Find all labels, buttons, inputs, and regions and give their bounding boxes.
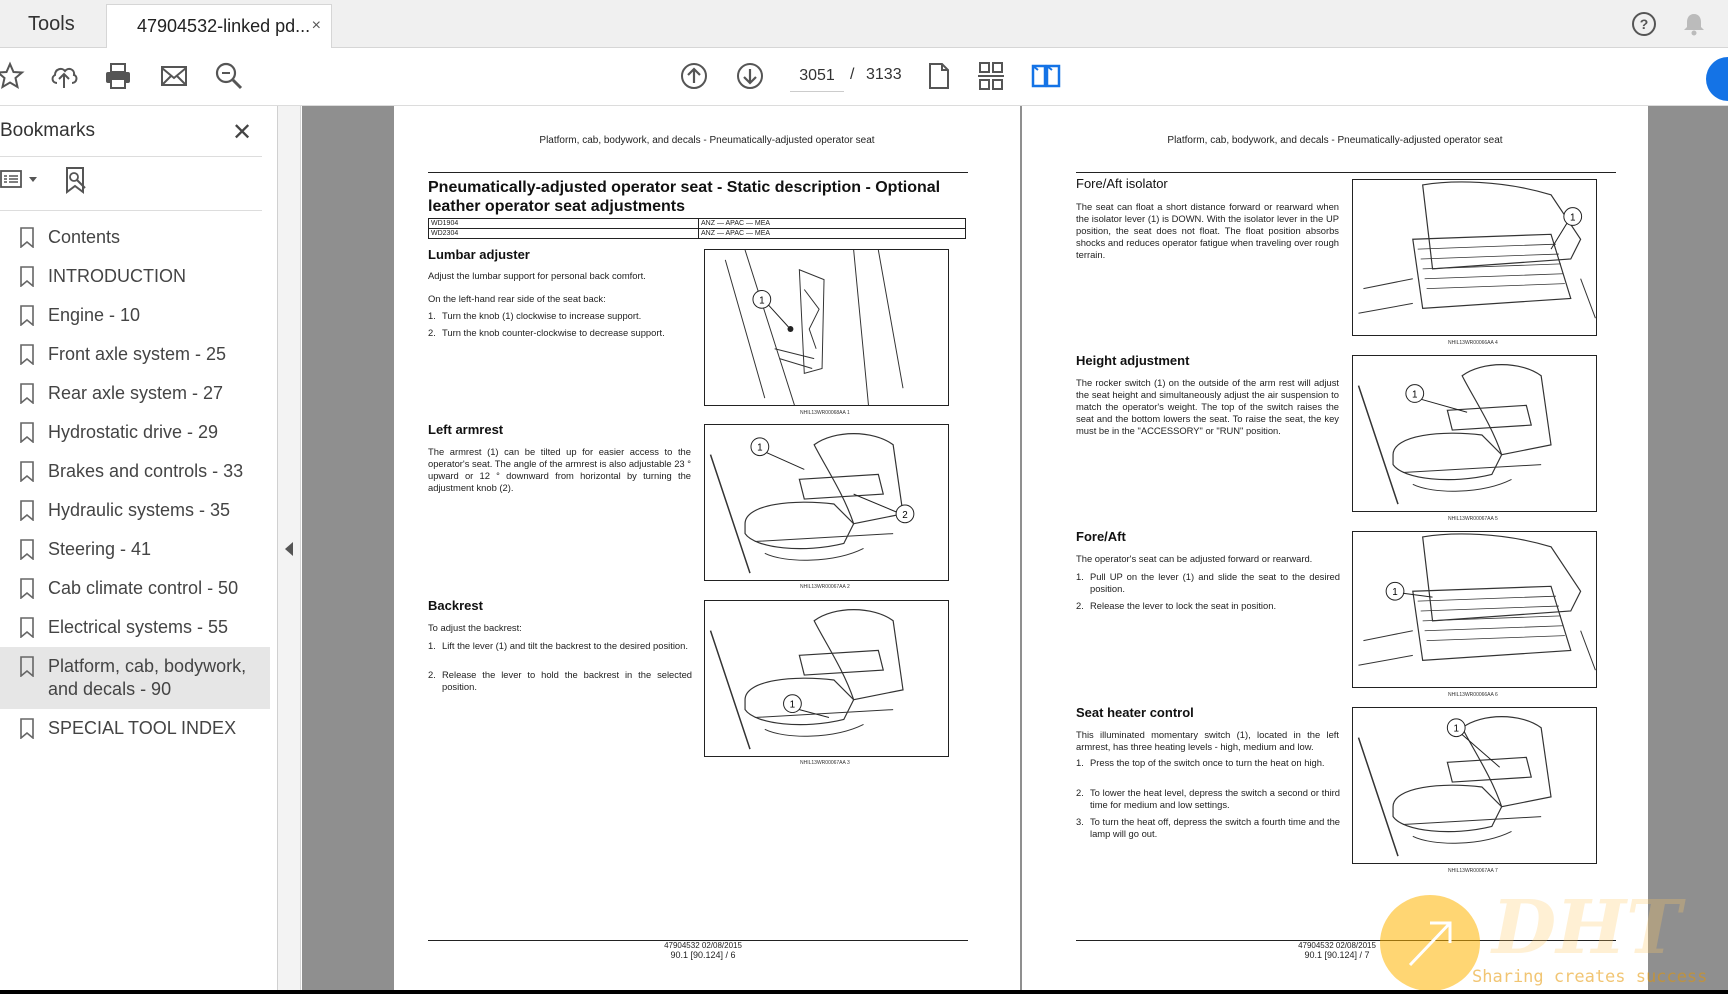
- bookmark-item[interactable]: [0, 374, 270, 413]
- running-header: Platform, cab, bodywork, and decals - Pneumatically-adjusted operator seat: [1167, 135, 1503, 146]
- bookmark-icon: [20, 656, 34, 677]
- step-text: To turn the heat off, depress the switch a fourth time and the lamp will go out.: [1090, 816, 1340, 839]
- watermark-brand: DHT: [1492, 885, 1682, 971]
- bookmark-label: Rear axle system - 27: [48, 383, 224, 403]
- backrest-step: 2. Release the lever to hold the backrest in the selected position.: [428, 669, 692, 692]
- bookmark-item-selected[interactable]: [0, 647, 270, 709]
- lumbar-where: On the left-hand rear side of the seat back:: [428, 293, 606, 304]
- bookmark-label: INTRODUCTION: [48, 266, 186, 286]
- figure-caption: NHIL13WR00067AA 5: [1448, 516, 1498, 522]
- backrest-illustration: [705, 601, 948, 756]
- header-rule: [428, 172, 968, 173]
- collapse-arrow-icon: [285, 542, 293, 556]
- bookmark-item[interactable]: [0, 452, 270, 491]
- tab-document[interactable]: [106, 4, 332, 49]
- foreaft-illustration: [1353, 532, 1596, 687]
- lumbar-intro: Adjust the lumbar support for personal back comfort.: [428, 270, 646, 281]
- backrest-step: 1. Lift the lever (1) and tilt the backrest to the desired position.: [428, 640, 688, 651]
- footer-doc-id: 47904532 02/08/2015: [664, 941, 742, 950]
- svg-text:?: ?: [1639, 16, 1649, 32]
- bookmark-item[interactable]: [0, 530, 270, 569]
- page-total: 3133: [866, 66, 902, 83]
- heater-intro: This illuminated momentary switch (1), located in the left armrest, has three heating levels - high, medium and low.: [1076, 729, 1339, 752]
- add-bookmark-icon[interactable]: [63, 166, 91, 196]
- height-title: Height adjustment: [1076, 353, 1190, 368]
- bookmark-label: Contents: [48, 227, 121, 247]
- main-toolbar: [0, 48, 1728, 106]
- foreaft-intro: The operator's seat can be adjusted forward or rearward.: [1076, 553, 1313, 564]
- svg-text:1: 1: [759, 295, 765, 307]
- bookmark-item[interactable]: [0, 709, 270, 748]
- bookmark-icon: [20, 422, 34, 443]
- figure-caption: NHIL13WR00068AA 1: [800, 410, 850, 416]
- footer-page-ref: 90.1 [90.124] / 7: [1304, 950, 1370, 960]
- step-text: To lower the heat level, depress the switch a second or third time for medium and low settings.: [1090, 787, 1340, 810]
- step-text: Pull UP on the lever (1) and slide the seat to the desired position.: [1090, 571, 1340, 594]
- backrest-figure: [704, 600, 949, 757]
- isolator-title: Fore/Aft isolator: [1076, 176, 1168, 191]
- bookmark-item[interactable]: [0, 569, 270, 608]
- bookmark-item[interactable]: [0, 257, 270, 296]
- table-cell: WD1904: [429, 219, 699, 229]
- lumbar-figure: [704, 249, 949, 406]
- bookmark-label: Engine - 10: [48, 305, 141, 325]
- heater-title: Seat heater control: [1076, 705, 1194, 720]
- lumbar-step: 2. Turn the knob counter-clockwise to decrease support.: [428, 327, 665, 338]
- bookmark-label: Cab climate control - 50: [48, 578, 239, 598]
- bookmarks-title: Bookmarks: [0, 120, 96, 141]
- pdf-page-right: [1022, 106, 1648, 994]
- bookmark-label: Front axle system - 25: [48, 344, 227, 364]
- bookmark-options-icon[interactable]: [0, 166, 40, 192]
- bookmark-icon: [20, 500, 34, 521]
- isolator-figure: [1352, 179, 1597, 336]
- armrest-figure: [704, 424, 949, 581]
- heater-figure: [1352, 707, 1597, 864]
- svg-text:1: 1: [1392, 587, 1398, 599]
- running-header: Platform, cab, bodywork, and decals - Pneumatically-adjusted operator seat: [539, 135, 875, 146]
- svg-text:1: 1: [1569, 212, 1576, 224]
- figure-caption: NHIL13WR00067AA 7: [1448, 868, 1498, 874]
- model-code-table: [428, 218, 966, 239]
- bookmark-item[interactable]: [0, 608, 270, 647]
- bookmark-icon: [20, 617, 34, 638]
- divider: [0, 156, 262, 157]
- bookmark-label: Steering - 41: [48, 539, 152, 559]
- figure-caption: NHIL13WR00066AA 4: [1448, 340, 1498, 346]
- bookmark-item[interactable]: [0, 491, 270, 530]
- bookmark-list: [0, 218, 270, 748]
- footer-page-ref: 90.1 [90.124] / 6: [670, 950, 736, 960]
- figure-caption: NHIL13WR00066AA 6: [1448, 692, 1498, 698]
- lumbar-title: Lumbar adjuster: [428, 247, 530, 262]
- star-bookmark-icon[interactable]: [0, 60, 26, 92]
- lumbar-step: 1. Turn the knob (1) clockwise to increase support.: [428, 310, 642, 321]
- help-icon[interactable]: [1631, 11, 1657, 37]
- bookmark-label: Brakes and controls - 33: [48, 461, 244, 481]
- tab-tools[interactable]: Tools: [28, 13, 75, 35]
- next-page-icon[interactable]: [734, 60, 766, 92]
- email-icon[interactable]: [158, 60, 190, 92]
- height-illustration: [1353, 356, 1596, 511]
- cloud-upload-icon[interactable]: [48, 60, 80, 92]
- bookmark-item[interactable]: [0, 296, 270, 335]
- heater-step: 3. To turn the heat off, depress the switch a fourth time and the lamp will go out.: [1076, 816, 1340, 839]
- page-number-input[interactable]: [790, 60, 844, 92]
- bookmark-label: Platform, cab, bodywork, and decals - 90: [48, 656, 247, 699]
- bookmark-item[interactable]: [0, 218, 270, 257]
- figure-caption: NHIL13WR00067AA 3: [800, 760, 850, 766]
- figure-caption: NHIL13WR00067AA 2: [800, 584, 850, 590]
- foreaft-figure: [1352, 531, 1597, 688]
- search-zoom-icon[interactable]: [213, 60, 245, 92]
- print-icon[interactable]: [102, 60, 134, 92]
- bookmark-icon: [20, 578, 34, 599]
- step-text: Turn the knob counter-clockwise to decrease support.: [442, 327, 665, 338]
- scroll-pages-icon[interactable]: [975, 60, 1007, 92]
- armrest-title: Left armrest: [428, 422, 504, 437]
- bookmark-icon: [20, 227, 34, 248]
- heater-step: 1. Press the top of the switch once to turn the heat on high.: [1076, 757, 1325, 768]
- watermark-slogan: Sharing creates success: [1472, 967, 1708, 987]
- foreaft-step: 1. Pull UP on the lever (1) and slide the seat to the desired position.: [1076, 571, 1340, 594]
- height-text: The rocker switch (1) on the outside of the arm rest will adjust the seat height and simultaneously adjust the air suspension to match the operator's weight. The top of the switch raises the seat and the bottom lowers the seat. To raise the seat, the key must be in the "ACCESSORY" or "RUN" position.: [1076, 377, 1339, 436]
- backrest-title: Backrest: [428, 598, 483, 613]
- arrow-icon: [1380, 895, 1480, 991]
- table-cell: ANZ — APAC — MEA: [699, 219, 966, 229]
- close-bookmarks-icon[interactable]: ✕: [232, 119, 253, 146]
- svg-text:1: 1: [789, 699, 796, 711]
- bookmark-icon: [20, 266, 34, 287]
- pdf-page-left: [394, 106, 1020, 994]
- bookmark-icon: [20, 461, 34, 482]
- single-page-view-icon[interactable]: [922, 60, 954, 92]
- bookmark-label: Hydrostatic drive - 29: [48, 422, 219, 442]
- bookmark-icon: [20, 383, 34, 404]
- table-row: [429, 229, 966, 239]
- height-figure: [1352, 355, 1597, 512]
- armrest-illustration: [705, 425, 948, 580]
- bookmark-icon: [20, 305, 34, 326]
- watermark-logo: [1380, 895, 1480, 991]
- bookmark-icon: [20, 344, 34, 365]
- bookmark-label: SPECIAL TOOL INDEX: [48, 718, 237, 738]
- lumbar-illustration: [705, 250, 948, 405]
- step-text: Release the lever to hold the backrest in the selected position.: [442, 669, 692, 692]
- bookmarks-panel: [0, 106, 278, 994]
- tab-document-label: 47904532-linked pd...: [137, 16, 311, 36]
- tab-close-icon[interactable]: ×: [311, 17, 321, 34]
- table-row: [429, 219, 966, 229]
- bookmark-icon: [20, 718, 34, 739]
- bookmark-item[interactable]: [0, 413, 270, 452]
- svg-text:2: 2: [902, 509, 908, 521]
- collapse-panel-handle[interactable]: [278, 106, 301, 994]
- previous-page-icon[interactable]: [678, 60, 710, 92]
- armrest-text: The armrest (1) can be tilted up for easier access to the operator's seat. The angle of the armrest is also adjustable 23 ° upward or 12 ° downward from horizontal by turning the adjustment knob (2).: [428, 446, 691, 493]
- table-cell: WD2304: [429, 229, 699, 239]
- svg-text:1: 1: [757, 442, 763, 454]
- table-cell: ANZ — APAC — MEA: [699, 229, 966, 239]
- foreaft-title: Fore/Aft: [1076, 529, 1126, 544]
- footer-doc-id: 47904532 02/08/2015: [1298, 941, 1376, 950]
- isolator-illustration: [1353, 180, 1596, 335]
- bookmark-icon: [20, 539, 34, 560]
- backrest-intro: To adjust the backrest:: [428, 622, 522, 633]
- bookmark-label: Hydraulic systems - 35: [48, 500, 231, 520]
- heater-illustration: [1353, 708, 1596, 863]
- step-text: Press the top of the switch once to turn the heat on high.: [1090, 757, 1325, 768]
- step-text: Release the lever to lock the seat in position.: [1090, 600, 1277, 611]
- step-text: Turn the knob (1) clockwise to increase support.: [442, 310, 642, 321]
- bookmark-item[interactable]: [0, 335, 270, 374]
- bookmark-label: Electrical systems - 55: [48, 617, 229, 637]
- notification-bell-icon[interactable]: [1681, 11, 1707, 37]
- bottom-edge: [0, 990, 1728, 994]
- tab-bar: [0, 0, 1728, 48]
- heater-step: 2. To lower the heat level, depress the switch a second or third time for medium and low settings.: [1076, 787, 1340, 810]
- step-text: Lift the lever (1) and tilt the backrest to the desired position.: [442, 640, 688, 651]
- isolator-text: The seat can float a short distance forward or rearward when the isolator lever (1) is DOWN. With the isolator lever in the UP position, the seat does not float. The float position absorbs shocks and reduces operator fatigue when traveling over rough terrain.: [1076, 201, 1339, 260]
- divider: [0, 210, 262, 211]
- page-footer: [390, 941, 1016, 960]
- two-page-view-icon[interactable]: [1030, 60, 1062, 92]
- svg-text:1: 1: [1412, 389, 1418, 401]
- section-heading: Pneumatically-adjusted operator seat - Static description - Optional leather operator seat adjustments: [428, 179, 941, 215]
- document-viewer[interactable]: [302, 106, 1728, 994]
- svg-text:1: 1: [1453, 723, 1459, 735]
- page-separator: /: [850, 66, 855, 83]
- header-rule: [1076, 172, 1616, 173]
- foreaft-step: 2. Release the lever to lock the seat in position.: [1076, 600, 1277, 611]
